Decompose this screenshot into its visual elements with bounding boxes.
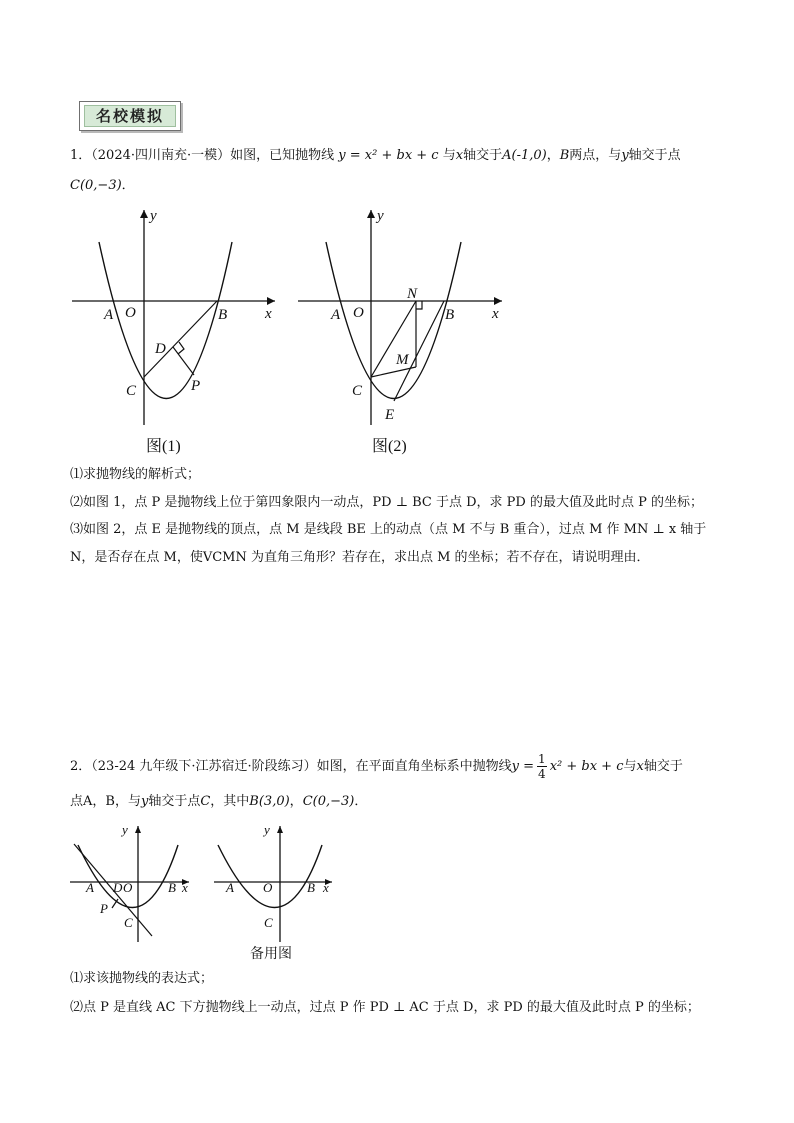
problem1-text: 两点，与 xyxy=(569,148,622,163)
label-y: y xyxy=(122,822,128,837)
problem2-var: y xyxy=(140,794,149,809)
label-e: E xyxy=(385,407,395,423)
problem1-point-a: A(-1,0) xyxy=(502,148,547,163)
problem1-q3-line1: ⑶如图 2，点 E 是抛物线的顶点，点 M 是线段 BE 上的动点（点 M 不与 B 重合），过点 M 作 MN ⊥ x 轴于 xyxy=(70,522,707,537)
label-a: A xyxy=(86,880,94,895)
segment-cm xyxy=(371,367,416,377)
problem1-var: B xyxy=(559,148,570,163)
y-axis-arrow xyxy=(140,210,148,218)
problem2-source: （23-24 九年级下·江苏宿迁·阶段练习） xyxy=(91,759,317,774)
fraction-denominator: 4 xyxy=(538,767,546,781)
label-o: O xyxy=(123,880,133,895)
x-axis-arrow xyxy=(494,297,502,305)
label-y: y xyxy=(377,208,384,224)
segment-cn xyxy=(371,301,416,377)
figure-caption: 图(1) xyxy=(146,438,181,455)
problem1-text: 与 xyxy=(442,148,456,163)
problem2-text: 点A，B，与 xyxy=(70,794,141,809)
problem2-figures xyxy=(64,820,354,965)
problem2-q2: ⑵点 P 是直线 AC 下方抛物线上一动点，过点 P 作 PD ⊥ AC 于点 D，求 PD 的最大值及此时点 P 的坐标； xyxy=(70,1000,700,1015)
label-b: B xyxy=(218,307,228,323)
problem1-stem-line1 xyxy=(70,146,681,166)
problem2-point-b: B(3,0) xyxy=(249,794,290,809)
problem1-q2: ⑵如图 1，点 P 是抛物线上位于第四象限内一动点，PD ⊥ BC 于点 D，求 PD 的最大值及此时点 P 的坐标； xyxy=(70,495,703,510)
section-badge xyxy=(79,101,181,131)
label-c: C xyxy=(126,383,137,399)
label-a: A xyxy=(226,880,234,895)
problem2-fraction xyxy=(537,752,547,781)
problem2-point-c: C(0,−3) xyxy=(302,794,355,809)
problem1-fig2 xyxy=(298,208,502,455)
problem2-text: 轴交于点 xyxy=(148,794,201,809)
problem1-point-c: C(0,−3) xyxy=(70,178,122,193)
problem2-fig1 xyxy=(70,822,189,942)
y-axis-arrow xyxy=(277,826,283,833)
problem1-figures xyxy=(60,200,520,460)
label-x: x xyxy=(323,880,329,895)
problem2-q1: ⑴求该抛物线的表达式； xyxy=(70,971,214,986)
problem2-text: 轴交于 xyxy=(643,759,683,774)
label-x: x xyxy=(265,306,272,322)
label-p: P xyxy=(100,901,108,916)
problem2-stem-line2 xyxy=(70,792,367,812)
problem1-formula: y = x² + bx + c xyxy=(338,148,439,163)
parabola xyxy=(326,242,461,399)
figure-caption: 备用图 xyxy=(250,947,292,962)
problem1-text: 如图，已知抛物线 xyxy=(230,148,335,163)
figure-caption: 图(2) xyxy=(372,438,407,455)
right-angle-mark xyxy=(178,342,184,354)
label-n: N xyxy=(407,286,418,302)
x-axis-arrow xyxy=(267,297,275,305)
label-a: A xyxy=(331,307,341,323)
problem2-fig2 xyxy=(214,822,332,962)
problem2-text: ， xyxy=(289,794,303,809)
problem1-fig1 xyxy=(72,208,275,455)
problem2-stem-line1 xyxy=(70,752,683,781)
problem1-var: y xyxy=(621,148,629,163)
problem2-var: x xyxy=(636,759,644,774)
label-m: M xyxy=(396,352,409,368)
label-b: B xyxy=(445,307,455,323)
label-y: y xyxy=(150,208,157,224)
parabola xyxy=(218,845,322,908)
problem1-stem-line2 xyxy=(70,176,135,196)
problem1-q1: ⑴求抛物线的解析式； xyxy=(70,467,201,482)
section-badge-label: 名校模拟 xyxy=(84,105,176,127)
label-b: B xyxy=(307,880,315,895)
label-x: x xyxy=(182,880,188,895)
label-b: B xyxy=(168,880,176,895)
parabola xyxy=(78,845,178,908)
label-o: O xyxy=(353,305,364,321)
problem2-text: 与 xyxy=(623,759,637,774)
right-angle-mark xyxy=(416,301,422,309)
label-d: D xyxy=(113,880,123,895)
label-c: C xyxy=(352,383,363,399)
fraction-numerator: 1 xyxy=(538,752,546,766)
problem1-text: 轴交于点 xyxy=(628,148,681,163)
problem2-formula-rhs: x² + bx + c xyxy=(549,759,624,774)
y-axis-arrow xyxy=(367,210,375,218)
label-o: O xyxy=(263,880,273,895)
problem1-text: 轴交于 xyxy=(463,148,503,163)
segment-bc xyxy=(144,301,217,377)
label-d: D xyxy=(155,341,166,357)
problem2-formula-lhs: y = xyxy=(511,759,535,774)
problem1-text: ， xyxy=(546,148,560,163)
problem2-text: 如图，在平面直角坐标系中抛物线 xyxy=(316,759,512,774)
label-o: O xyxy=(125,305,136,321)
problem1-number: 1． xyxy=(70,148,92,163)
problem2-number: 2． xyxy=(70,759,92,774)
parabola xyxy=(99,242,232,399)
label-a: A xyxy=(104,307,114,323)
label-c: C xyxy=(124,915,133,930)
problem1-source: （2024·四川南充·一模） xyxy=(91,148,231,163)
label-c: C xyxy=(264,915,273,930)
problem2-text: ，其中 xyxy=(210,794,250,809)
label-p: P xyxy=(191,378,201,394)
segment-eb xyxy=(394,301,444,401)
label-y: y xyxy=(264,822,270,837)
label-x: x xyxy=(492,306,499,322)
problem1-text: ． xyxy=(121,178,135,193)
y-axis-arrow xyxy=(135,826,141,833)
problem1-q3-line2: N，是否存在点 M，使VCMN 为直角三角形？若存在，求出点 M 的坐标；若不存在，请说明理由． xyxy=(70,550,650,565)
problem1-var: x xyxy=(455,148,464,163)
problem2-var: C xyxy=(200,794,211,809)
problem2-text: ． xyxy=(354,794,368,809)
segment-pd xyxy=(173,347,194,375)
